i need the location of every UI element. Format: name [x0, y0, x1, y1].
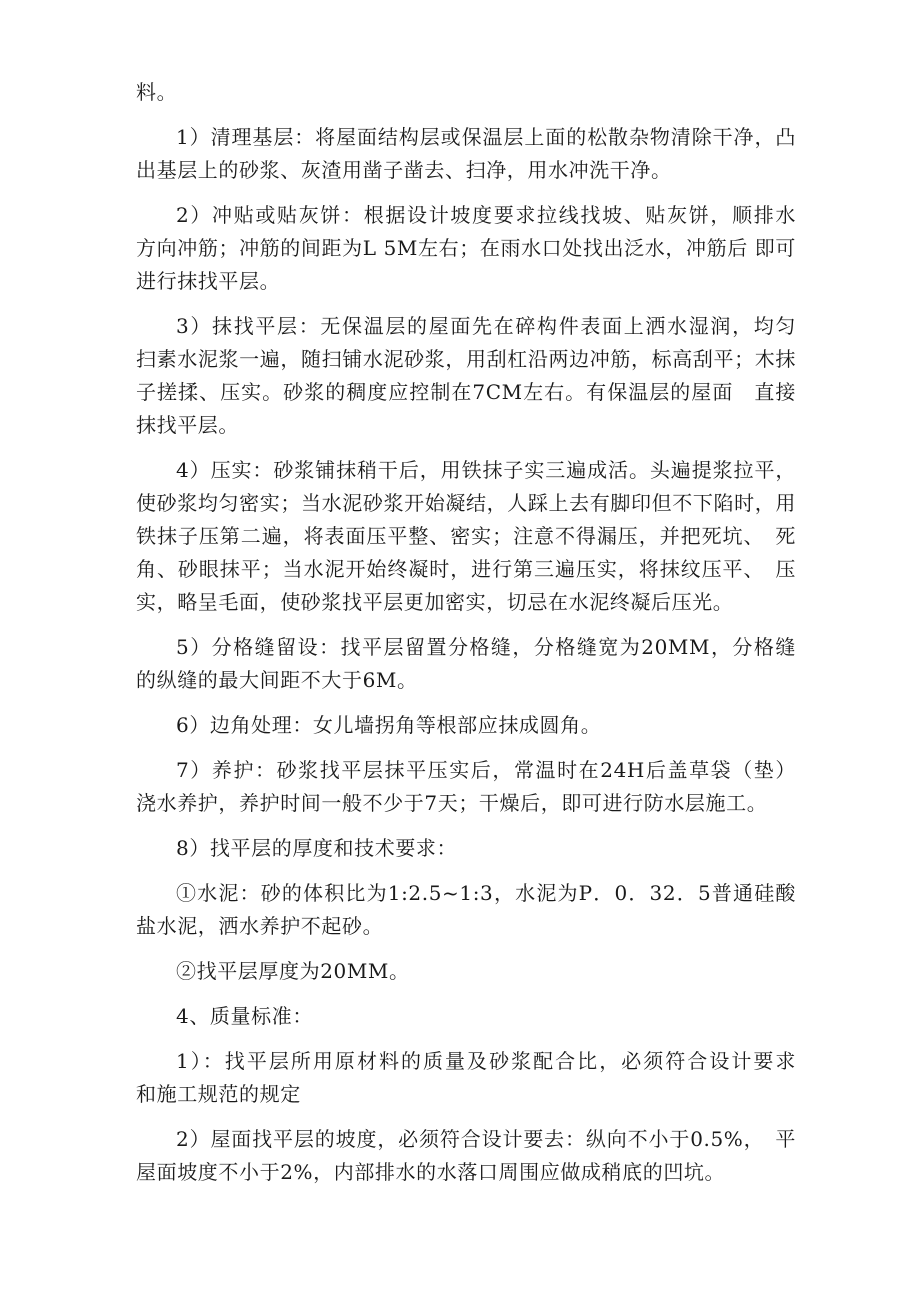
- document-page: [136, 76, 817, 1189]
- paragraph-screed-strips: 2）冲贴或贴灰饼：根据设计坡度要求拉线找坡、贴灰饼，顺排水 方向冲筋；冲筋的间距为L 5M左右；在雨水口处找出泛水，冲筋后 即可进行抹找平层。: [136, 203, 817, 293]
- paragraph-curing: 7）养护：砂浆找平层抹平压实后，常温时在24H后盖草袋（垫） 浇水养护，养护时间一般不少于7天；干燥后，即可进行防水层施工。: [136, 758, 796, 815]
- paragraph-leveling-layer: 3）抹找平层：无保温层的屋面先在碎构件表面上洒水湿润，均匀 扫素水泥浆一遍，随扫铺水泥砂浆，用刮杠沿两边冲筋，标高刮平；木抹子搓揉、压实。砂浆的稠度应控制在7CM左右。有保温层的屋面 直接抹找平层。: [136, 314, 817, 437]
- paragraph-gap: [136, 697, 796, 709]
- paragraph-gap: [136, 109, 796, 121]
- paragraph-gap: [136, 1111, 796, 1123]
- paragraph-continuation: 料。: [136, 80, 178, 104]
- paragraph-gap: [136, 619, 796, 631]
- paragraph-thickness-heading: 8）找平层的厚度和技术要求：: [176, 836, 458, 860]
- paragraph-gap: [136, 442, 796, 454]
- paragraph-compaction: 4）压实：砂浆铺抹稍干后，用铁抹子实三遍成活。头遍提浆拉平，使砂浆均匀密实；当水泥砂浆开始凝结，人踩上去有脚印但不下陷时，用铁抹子压第二遍，将表面压平整、密实；注意不得漏压，并把死坑、 死角、砂眼抹平；当水泥开始终凝时，进行第三遍压实，将抹纹压平、 压实，略呈毛面，使砂浆找平层更加密实，切忌在水泥终凝后压光。: [136, 458, 796, 614]
- paragraph-layer-thickness: ②找平层厚度为20MM。: [176, 959, 410, 983]
- paragraph-joints: 5）分格缝留设：找平层留置分格缝，分格缝宽为20MM，分格缝 的纵缝的最大间距不大于6M。: [136, 635, 796, 692]
- paragraph-gap: [136, 742, 796, 754]
- paragraph-cement-ratio: ①水泥：砂的体积比为1:2.5~1:3，水泥为P．0．32．5普通硅酸 盐水泥，洒水养护不起砂。: [136, 881, 796, 938]
- paragraph-gap: [136, 298, 796, 310]
- paragraph-gap: [136, 820, 796, 832]
- paragraph-slope: 2）屋面找平层的坡度，必须符合设计要去：纵向不小于0.5%， 平屋面坡度不小于2%，内部排水的水落口周围应做成稍底的凹坑。: [136, 1127, 796, 1184]
- paragraph-materials: 1）：找平层所用原材料的质量及砂浆配合比，必须符合设计要求 和施工规范的规定: [136, 1049, 817, 1106]
- paragraph-gap: [136, 943, 796, 955]
- section-heading-quality: 4、质量标准：: [176, 1004, 313, 1028]
- paragraph-gap: [136, 865, 796, 877]
- paragraph-gap: [136, 187, 796, 199]
- paragraph-gap: [136, 988, 796, 1000]
- paragraph-gap: [136, 1033, 796, 1045]
- paragraph-corners: 6）边角处理：女儿墙拐角等根部应抹成圆角。: [176, 713, 602, 737]
- paragraph-clean-base: 1）清理基层：将屋面结构层或保温层上面的松散杂物清除干净，凸出基层上的砂浆、灰渣用凿子凿去、扫净，用水冲洗干净。: [136, 125, 796, 182]
